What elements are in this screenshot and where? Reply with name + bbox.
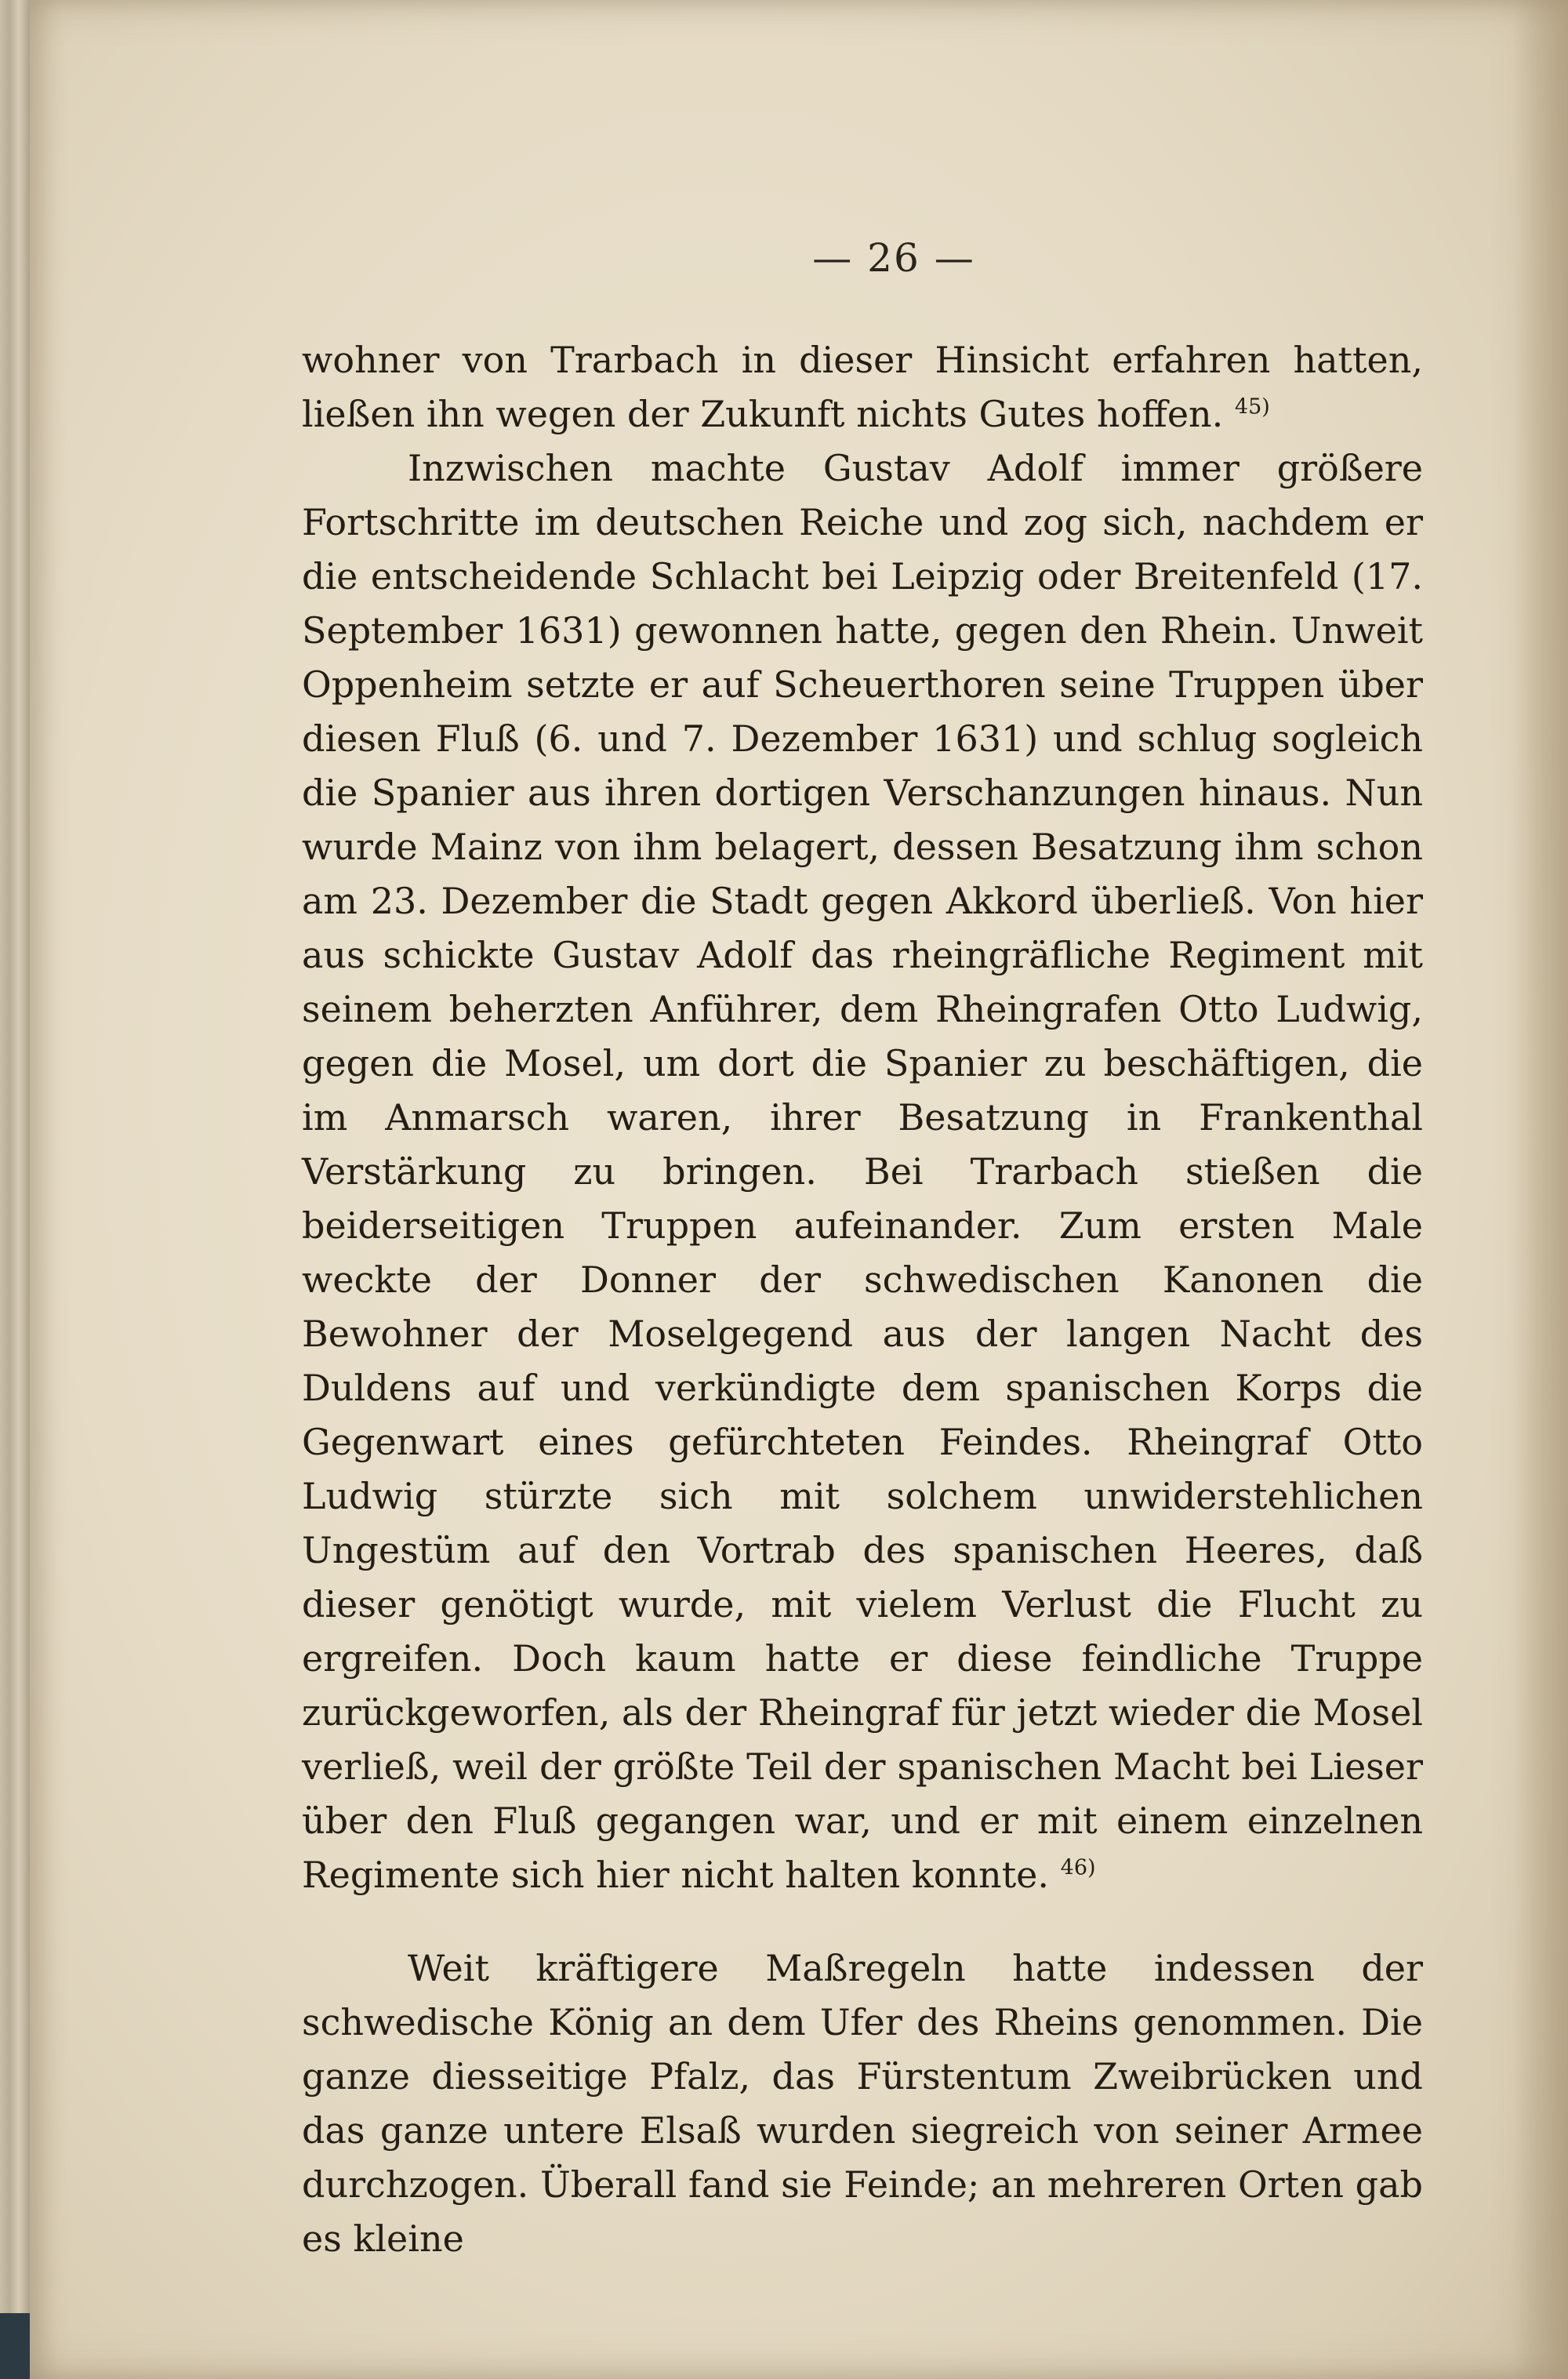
book-page-edges — [0, 0, 31, 2379]
page-gutter-shadow — [1513, 0, 1568, 2379]
paragraph-schwedische-koenig — [302, 1941, 1423, 2266]
paragraph-text: wohner von Trarbach in dieser Hinsicht erfahren hatten, ließen ihn wegen der Zukunft nichts Gutes hoffen. — [302, 339, 1423, 435]
paragraph-text: Inzwischen machte Gustav Adolf immer größere Fortschritte im deutschen Reiche und zog sich, nachdem er die entscheidende Schlacht bei Leipzig oder Breitenfeld (17. September 1631) gewonnen hatte, gegen den Rhein. Unweit Oppenheim setzte er auf Scheuerthoren seine Truppen über diesen Fluß (6. und 7. Dezember 1631) und schlug sogleich die Spanier aus ihren dortigen Verschanzungen hinaus. Nun wurde Mainz von ihm belagert, dessen Besatzung ihm schon am 23. Dezember die Stadt gegen Akkord überließ. Von hier aus schickte Gustav Adolf das rheingräfliche Regiment mit seinem beherzten Anführer, dem Rheingrafen Otto Ludwig, gegen die Mosel, um dort die Spanier zu beschäftigen, die im Anmarsch waren, ihrer Besatzung in Frankenthal Verstärkung zu bringen. Bei Trarbach stießen die beiderseitigen Truppen aufeinander. Zum ersten Male weckte der Donner der schwedischen Kanonen die Bewohner der Moselgegend aus der langen Nacht des Duldens auf und verkündigte dem spanischen Korps die Gegenwart eines gefürchteten Feindes. Rheingraf Otto Ludwig stürzte sich mit solchem unwiderstehlichen Ungestüm auf den Vortrab des spanischen Heeres, daß dieser genötigt wurde, mit vielem Verlust die Flucht zu ergreifen. Doch kaum hatte er diese feindliche Truppe zurückgeworfen, als der Rheingraf für jetzt wieder die Mosel verließ, weil der größte Teil der spanischen Macht bei Lieser über den Fluß gegangen war, und er mit einem einzelnen Regimente sich hier nicht halten konnte. — [302, 447, 1423, 1896]
paragraph-continuation — [302, 333, 1423, 441]
paragraph-text: Weit kräftigere Maßregeln hatte indessen der schwedische König an dem Ufer des Rheins genommen. Die ganze diesseitige Pfalz, das Fürstentum Zweibrücken und das ganze untere Elsaß wurden siegreich von seiner Armee durchzogen. Überall fand sie Feinde; an mehreren Orten gab es kleine — [302, 1947, 1423, 2260]
paragraph-gustav-adolf — [302, 441, 1423, 1902]
footnote-reference: 46) — [1060, 1855, 1096, 1880]
footnote-reference: 45) — [1234, 394, 1270, 420]
page-number: — 26 — — [812, 235, 975, 281]
body-text — [302, 333, 1423, 2266]
